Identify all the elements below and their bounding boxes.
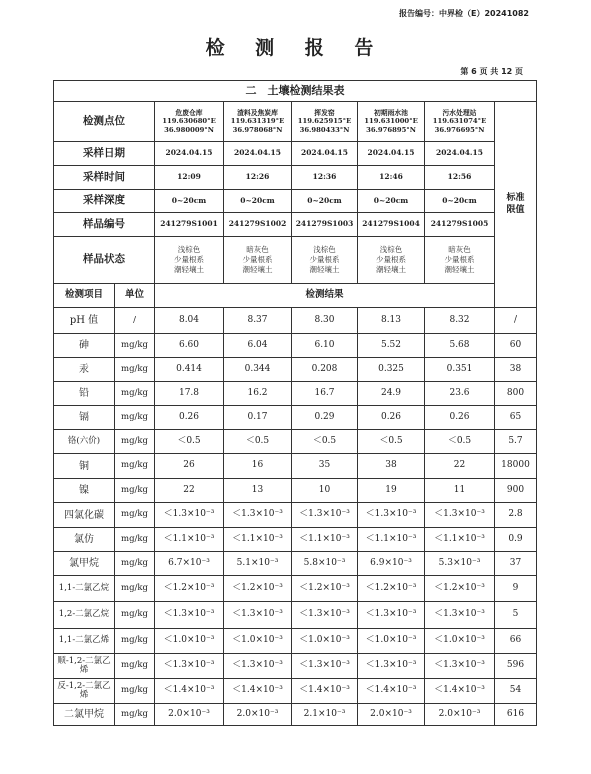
item-unit: mg/kg <box>115 479 155 503</box>
result-value: 0.29 <box>292 406 358 430</box>
result-value: ＜1.4×10⁻³ <box>358 679 425 704</box>
site-state3: 潮轻壤土 <box>444 265 475 275</box>
site-name: 初期雨水池 <box>374 109 408 118</box>
item-unit: mg/kg <box>115 454 155 479</box>
result-value: ＜1.2×10⁻³ <box>292 576 358 602</box>
site-lat: 36.980009°N <box>164 125 214 134</box>
result-value: 16.2 <box>224 382 292 406</box>
result-value: ＜1.2×10⁻³ <box>155 576 224 602</box>
result-value: 10 <box>292 479 358 503</box>
result-value: ＜1.3×10⁻³ <box>155 654 224 679</box>
limit-value: 5.7 <box>495 430 537 454</box>
site-lon: 119.631319°E <box>230 117 285 126</box>
table-row <box>54 528 537 552</box>
site-state-5 <box>425 237 495 284</box>
site-state1: 暗灰色 <box>448 244 471 254</box>
site-date-4: 2024.04.15 <box>358 142 425 166</box>
result-value: ＜1.3×10⁻³ <box>292 654 358 679</box>
site-name: 渣料及焦炭库 <box>237 109 278 118</box>
site-state1: 浅棕色 <box>379 244 403 254</box>
site-state2: 少量根系 <box>242 254 273 264</box>
table-row <box>54 576 537 602</box>
limit-value: / <box>495 308 537 334</box>
site-state3: 潮轻壤土 <box>174 265 204 275</box>
site-depth-5: 0~20cm <box>425 190 495 213</box>
table-row <box>54 430 537 454</box>
item-unit: mg/kg <box>115 430 155 454</box>
limit-value: 37 <box>495 552 537 576</box>
item-unit: mg/kg <box>115 602 155 629</box>
result-value: 0.26 <box>358 406 425 430</box>
result-value: 5.52 <box>358 334 425 358</box>
limit-value: 596 <box>495 654 537 679</box>
item-name: 1,1-二氯乙烷 <box>54 576 115 602</box>
result-value: 24.9 <box>358 382 425 406</box>
item-name: 四氯化碳 <box>54 503 115 528</box>
label-sample-id: 样品编号 <box>54 213 155 237</box>
item-unit: mg/kg <box>115 552 155 576</box>
result-value: ＜0.5 <box>358 430 425 454</box>
report-number: 报告编号：中界检（E）20241082 <box>399 9 529 18</box>
item-unit: mg/kg <box>115 654 155 679</box>
result-value: 5.68 <box>425 334 495 358</box>
standard-limit-label: 标准限值 <box>506 192 525 215</box>
table-row <box>54 679 537 704</box>
result-value: 0.17 <box>224 406 292 430</box>
label-depth: 采样深度 <box>54 190 155 213</box>
table-row <box>54 454 537 479</box>
result-value: ＜1.3×10⁻³ <box>224 654 292 679</box>
item-name: 铬(六价) <box>54 430 115 454</box>
site-lat: 36.978068°N <box>232 125 283 134</box>
result-value: ＜1.3×10⁻³ <box>425 654 495 679</box>
site-state1: 暗灰色 <box>246 244 269 254</box>
site-sample_id-5: 241279S1005 <box>425 213 495 237</box>
label-item: 检测项目 <box>54 284 115 308</box>
limit-value: 5 <box>495 602 537 629</box>
result-value: 38 <box>358 454 425 479</box>
site-state-3 <box>292 237 358 284</box>
result-value: ＜1.4×10⁻³ <box>292 679 358 704</box>
result-value: 26 <box>155 454 224 479</box>
item-name: 反-1,2-二氯乙烯 <box>54 679 115 704</box>
site-lon: 119.630680°E <box>162 117 216 126</box>
table-row <box>54 602 537 629</box>
site-header-2 <box>224 102 292 142</box>
label-results: 检测结果 <box>155 284 495 308</box>
site-date-3: 2024.04.15 <box>292 142 358 166</box>
table-row <box>54 406 537 430</box>
result-value: 5.8×10⁻³ <box>292 552 358 576</box>
result-value: 0.26 <box>425 406 495 430</box>
result-value: ＜1.1×10⁻³ <box>224 528 292 552</box>
site-time-2: 12:26 <box>224 166 292 190</box>
item-name: 铜 <box>54 454 115 479</box>
result-value: 8.30 <box>292 308 358 334</box>
result-value: 11 <box>425 479 495 503</box>
result-value: ＜1.4×10⁻³ <box>425 679 495 704</box>
label-time: 采样时间 <box>54 166 155 190</box>
item-name: 顺-1,2-二氯乙烯 <box>54 654 115 679</box>
site-date-1: 2024.04.15 <box>155 142 224 166</box>
site-state1: 浅棕色 <box>313 244 336 254</box>
page-title: 检 测 报 告 <box>205 37 386 59</box>
result-value: ＜1.3×10⁻³ <box>224 503 292 528</box>
result-value: 2.0×10⁻³ <box>358 704 425 726</box>
item-unit: mg/kg <box>115 704 155 726</box>
standard-limit-header <box>495 102 537 308</box>
item-name: 镉 <box>54 406 115 430</box>
site-header-5 <box>425 102 495 142</box>
result-value: 0.344 <box>224 358 292 382</box>
result-value: ＜1.3×10⁻³ <box>425 602 495 629</box>
result-value: ＜1.0×10⁻³ <box>224 629 292 654</box>
site-name: 危废仓库 <box>175 109 203 118</box>
limit-value: 0.9 <box>495 528 537 552</box>
item-unit: mg/kg <box>115 629 155 654</box>
result-value: ＜1.2×10⁻³ <box>224 576 292 602</box>
site-state-1 <box>155 237 224 284</box>
label-unit: 单位 <box>115 284 155 308</box>
result-value: 35 <box>292 454 358 479</box>
site-lat: 36.976695°N <box>434 125 485 134</box>
site-sample_id-1: 241279S1001 <box>155 213 224 237</box>
result-value: ＜1.3×10⁻³ <box>358 503 425 528</box>
item-unit: mg/kg <box>115 334 155 358</box>
page-info: 第 6 页 共 12 页 <box>460 67 523 76</box>
result-value: 0.325 <box>358 358 425 382</box>
site-header-3 <box>292 102 358 142</box>
table-row <box>54 358 537 382</box>
result-value: 23.6 <box>425 382 495 406</box>
section-title: 二 土壤检测结果表 <box>54 81 537 102</box>
result-value: 6.9×10⁻³ <box>358 552 425 576</box>
site-state2: 少量根系 <box>376 254 406 264</box>
item-name: 镍 <box>54 479 115 503</box>
result-value: ＜1.3×10⁻³ <box>155 503 224 528</box>
site-state1: 浅棕色 <box>177 244 201 254</box>
site-state3: 潮轻壤土 <box>309 265 340 275</box>
table-row <box>54 654 537 679</box>
table-row <box>54 334 537 358</box>
result-value: ＜1.3×10⁻³ <box>155 602 224 629</box>
item-unit: mg/kg <box>115 528 155 552</box>
result-value: 0.414 <box>155 358 224 382</box>
result-value: 8.04 <box>155 308 224 334</box>
result-value: ＜1.4×10⁻³ <box>224 679 292 704</box>
result-value: ＜1.4×10⁻³ <box>155 679 224 704</box>
result-value: ＜0.5 <box>224 430 292 454</box>
site-time-3: 12:36 <box>292 166 358 190</box>
result-value: ＜1.0×10⁻³ <box>425 629 495 654</box>
site-sample_id-2: 241279S1002 <box>224 213 292 237</box>
limit-value: 900 <box>495 479 537 503</box>
result-value: 22 <box>425 454 495 479</box>
result-value: ＜1.3×10⁻³ <box>358 654 425 679</box>
result-value: 17.8 <box>155 382 224 406</box>
limit-value: 60 <box>495 334 537 358</box>
table-row <box>54 503 537 528</box>
site-state-4 <box>358 237 425 284</box>
site-state2: 少量根系 <box>309 254 340 264</box>
site-lon: 119.631000°E <box>364 117 418 126</box>
result-value: 6.7×10⁻³ <box>155 552 224 576</box>
result-value: 22 <box>155 479 224 503</box>
result-value: ＜0.5 <box>425 430 495 454</box>
result-value: 8.32 <box>425 308 495 334</box>
limit-value: 65 <box>495 406 537 430</box>
result-value: ＜1.0×10⁻³ <box>358 629 425 654</box>
result-value: ＜1.3×10⁻³ <box>224 602 292 629</box>
result-value: ＜1.3×10⁻³ <box>292 503 358 528</box>
result-value: 2.0×10⁻³ <box>425 704 495 726</box>
result-value: 0.208 <box>292 358 358 382</box>
result-value: 16 <box>224 454 292 479</box>
limit-value: 2.8 <box>495 503 537 528</box>
result-value: ＜1.0×10⁻³ <box>292 629 358 654</box>
result-value: 8.13 <box>358 308 425 334</box>
result-value: ＜1.1×10⁻³ <box>358 528 425 552</box>
result-value: 6.60 <box>155 334 224 358</box>
table-row <box>54 704 537 726</box>
result-value: ＜1.2×10⁻³ <box>425 576 495 602</box>
item-unit: / <box>115 308 155 334</box>
site-time-1: 12:09 <box>155 166 224 190</box>
item-name: 氯甲烷 <box>54 552 115 576</box>
result-value: ＜0.5 <box>155 430 224 454</box>
result-value: 6.10 <box>292 334 358 358</box>
result-value: 13 <box>224 479 292 503</box>
item-unit: mg/kg <box>115 358 155 382</box>
item-name: pH 值 <box>54 308 115 334</box>
site-state2: 少量根系 <box>174 254 204 264</box>
result-value: 2.1×10⁻³ <box>292 704 358 726</box>
item-unit: mg/kg <box>115 576 155 602</box>
item-unit: mg/kg <box>115 406 155 430</box>
result-value: 2.0×10⁻³ <box>155 704 224 726</box>
result-value: ＜1.1×10⁻³ <box>292 528 358 552</box>
item-name: 氯仿 <box>54 528 115 552</box>
site-name: 挥发窑 <box>314 109 335 118</box>
result-value: ＜1.3×10⁻³ <box>292 602 358 629</box>
label-date: 采样日期 <box>54 142 155 166</box>
result-value: ＜1.2×10⁻³ <box>358 576 425 602</box>
result-value: ＜1.0×10⁻³ <box>155 629 224 654</box>
site-state-2 <box>224 237 292 284</box>
result-value: 5.3×10⁻³ <box>425 552 495 576</box>
result-value: 0.351 <box>425 358 495 382</box>
site-date-2: 2024.04.15 <box>224 142 292 166</box>
result-value: 0.26 <box>155 406 224 430</box>
site-time-5: 12:56 <box>425 166 495 190</box>
item-name: 1,2-二氯乙烷 <box>54 602 115 629</box>
site-lat: 36.976895°N <box>366 125 416 134</box>
label-state: 样品状态 <box>54 237 155 284</box>
site-state2: 少量根系 <box>444 254 475 264</box>
table-row <box>54 479 537 503</box>
label-point: 检测点位 <box>54 102 155 142</box>
soil-results-table <box>53 80 537 726</box>
item-name: 二氯甲烷 <box>54 704 115 726</box>
table-row <box>54 382 537 406</box>
item-unit: mg/kg <box>115 382 155 406</box>
site-time-4: 12:46 <box>358 166 425 190</box>
result-value: 16.7 <box>292 382 358 406</box>
item-name: 1,1-二氯乙烯 <box>54 629 115 654</box>
site-name: 污水处理站 <box>442 109 477 118</box>
item-unit: mg/kg <box>115 679 155 704</box>
site-lon: 119.631074°E <box>432 117 487 126</box>
result-value: 19 <box>358 479 425 503</box>
limit-value: 9 <box>495 576 537 602</box>
table-row <box>54 308 537 334</box>
table-row <box>54 629 537 654</box>
limit-value: 18000 <box>495 454 537 479</box>
item-unit: mg/kg <box>115 503 155 528</box>
result-value: ＜1.1×10⁻³ <box>425 528 495 552</box>
result-value: 6.04 <box>224 334 292 358</box>
limit-value: 54 <box>495 679 537 704</box>
limit-value: 800 <box>495 382 537 406</box>
result-value: ＜0.5 <box>292 430 358 454</box>
result-value: 2.0×10⁻³ <box>224 704 292 726</box>
result-value: 8.37 <box>224 308 292 334</box>
result-value: ＜1.1×10⁻³ <box>155 528 224 552</box>
site-header-1 <box>155 102 224 142</box>
site-lon: 119.625915°E <box>297 117 352 126</box>
item-name: 铅 <box>54 382 115 406</box>
result-value: 5.1×10⁻³ <box>224 552 292 576</box>
site-sample_id-3: 241279S1003 <box>292 213 358 237</box>
site-date-5: 2024.04.15 <box>425 142 495 166</box>
table-row <box>54 552 537 576</box>
site-header-4 <box>358 102 425 142</box>
result-value: ＜1.3×10⁻³ <box>358 602 425 629</box>
result-value: ＜1.3×10⁻³ <box>425 503 495 528</box>
site-lat: 36.980433°N <box>299 125 350 134</box>
limit-value: 616 <box>495 704 537 726</box>
item-name: 汞 <box>54 358 115 382</box>
site-state3: 潮轻壤土 <box>376 265 406 275</box>
site-sample_id-4: 241279S1004 <box>358 213 425 237</box>
item-name: 砷 <box>54 334 115 358</box>
site-depth-4: 0~20cm <box>358 190 425 213</box>
limit-value: 38 <box>495 358 537 382</box>
site-depth-3: 0~20cm <box>292 190 358 213</box>
site-state3: 潮轻壤土 <box>242 265 273 275</box>
limit-value: 66 <box>495 629 537 654</box>
site-depth-2: 0~20cm <box>224 190 292 213</box>
site-depth-1: 0~20cm <box>155 190 224 213</box>
